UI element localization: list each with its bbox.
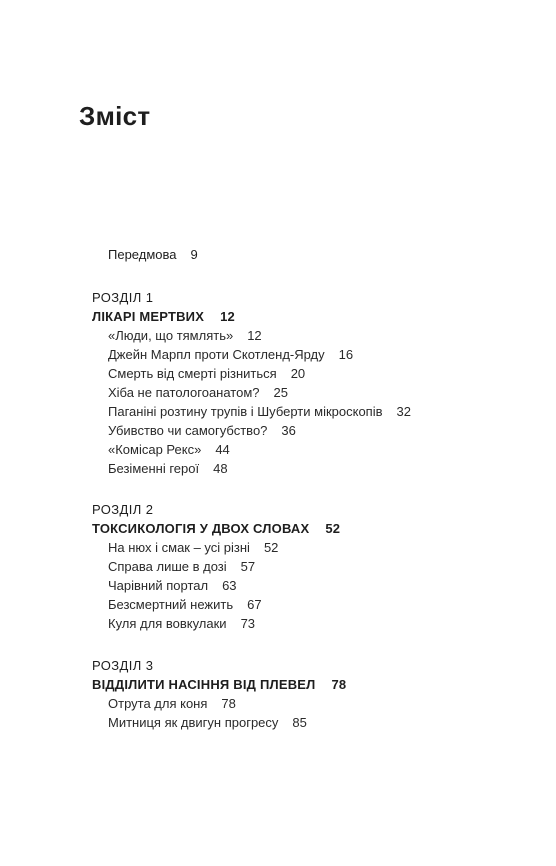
part-label: РОЗДІЛ 1: [92, 290, 154, 305]
toc-entry[interactable]: [108, 422, 296, 440]
toc-entry-page: 12: [247, 328, 262, 343]
toc-entry-page: 32: [396, 404, 411, 419]
toc-entry[interactable]: [108, 384, 288, 402]
part-title-text: ВІДДІЛИТИ НАСІННЯ ВІД ПЛЕВЕЛ: [92, 677, 316, 692]
toc-entry-page: 78: [221, 696, 236, 711]
toc-entry-preface[interactable]: [108, 246, 198, 264]
part-title-page: 52: [325, 521, 341, 536]
toc-entry-page: 44: [215, 442, 230, 457]
part-title-text: ТОКСИКОЛОГІЯ У ДВОХ СЛОВАХ: [92, 521, 310, 536]
toc-entry-label: Безіменні герої: [108, 461, 200, 476]
toc-entry[interactable]: [108, 615, 255, 633]
toc-entry-label: Митниця як двигун прогресу: [108, 715, 279, 730]
toc-entry[interactable]: [108, 327, 262, 345]
toc-entry-label: Отрута для коня: [108, 696, 208, 711]
toc-entry-label: Справа лише в дозі: [108, 559, 227, 574]
toc-entry-page: 36: [281, 423, 296, 438]
toc-entry[interactable]: [108, 695, 236, 713]
toc-entry[interactable]: [108, 596, 262, 614]
toc-entry[interactable]: [108, 577, 237, 595]
toc-entry[interactable]: [108, 558, 255, 576]
toc-entry-page: 25: [273, 385, 288, 400]
part-title[interactable]: [92, 676, 346, 694]
toc-entry[interactable]: [108, 539, 278, 557]
toc-entry-label: Джейн Марпл проти Скотленд-Ярду: [108, 347, 325, 362]
toc-entry[interactable]: [108, 346, 353, 364]
toc-entry-page: 73: [240, 616, 256, 631]
toc-entry[interactable]: [108, 460, 228, 478]
toc-entry[interactable]: [108, 365, 305, 383]
toc-entry-page: 85: [292, 715, 307, 730]
toc-entry-label: Хіба не патологоанатом?: [108, 385, 260, 400]
toc-entry-page: 57: [240, 559, 256, 574]
toc-entry-label: Чарівний портал: [108, 578, 209, 593]
toc-entry-page: 52: [263, 540, 279, 555]
toc-entry-label: «Люди, що тямлять»: [108, 328, 234, 343]
toc-entry[interactable]: [108, 403, 411, 421]
toc-entry[interactable]: [108, 714, 307, 732]
toc-entry-label: Смерть від смерті різниться: [108, 366, 277, 381]
toc-entry-page: 48: [213, 461, 228, 476]
toc-entry-label: На нюх і смак – усі різні: [108, 540, 250, 555]
toc-entry-page: 20: [290, 366, 306, 381]
page-title: Зміст: [79, 101, 151, 131]
part-title-page: 78: [331, 677, 347, 692]
part-label: РОЗДІЛ 3: [92, 658, 154, 673]
toc-entry-label: «Комісар Рекс»: [108, 442, 202, 457]
toc-entry-label: Убивство чи самогубство?: [108, 423, 268, 438]
toc-entry-page: 16: [338, 347, 354, 362]
part-label: РОЗДІЛ 2: [92, 502, 154, 517]
toc-entry-label: Паганіні розтину трупів і Шуберти мікроскопів: [108, 404, 383, 419]
part-title[interactable]: [92, 308, 235, 326]
part-title[interactable]: [92, 520, 340, 538]
toc-entry[interactable]: [108, 441, 230, 459]
toc-entry-label: Передмова: [108, 247, 177, 262]
toc-entry-page: 67: [247, 597, 262, 612]
toc-entry-label: Куля для вовкулаки: [108, 616, 227, 631]
toc-entry-page: 9: [190, 247, 198, 262]
toc-entry-page: 63: [222, 578, 237, 593]
toc-entry-label: Безсмертний нежить: [108, 597, 234, 612]
part-title-text: ЛІКАРІ МЕРТВИХ: [92, 309, 205, 324]
part-title-page: 12: [220, 309, 235, 324]
